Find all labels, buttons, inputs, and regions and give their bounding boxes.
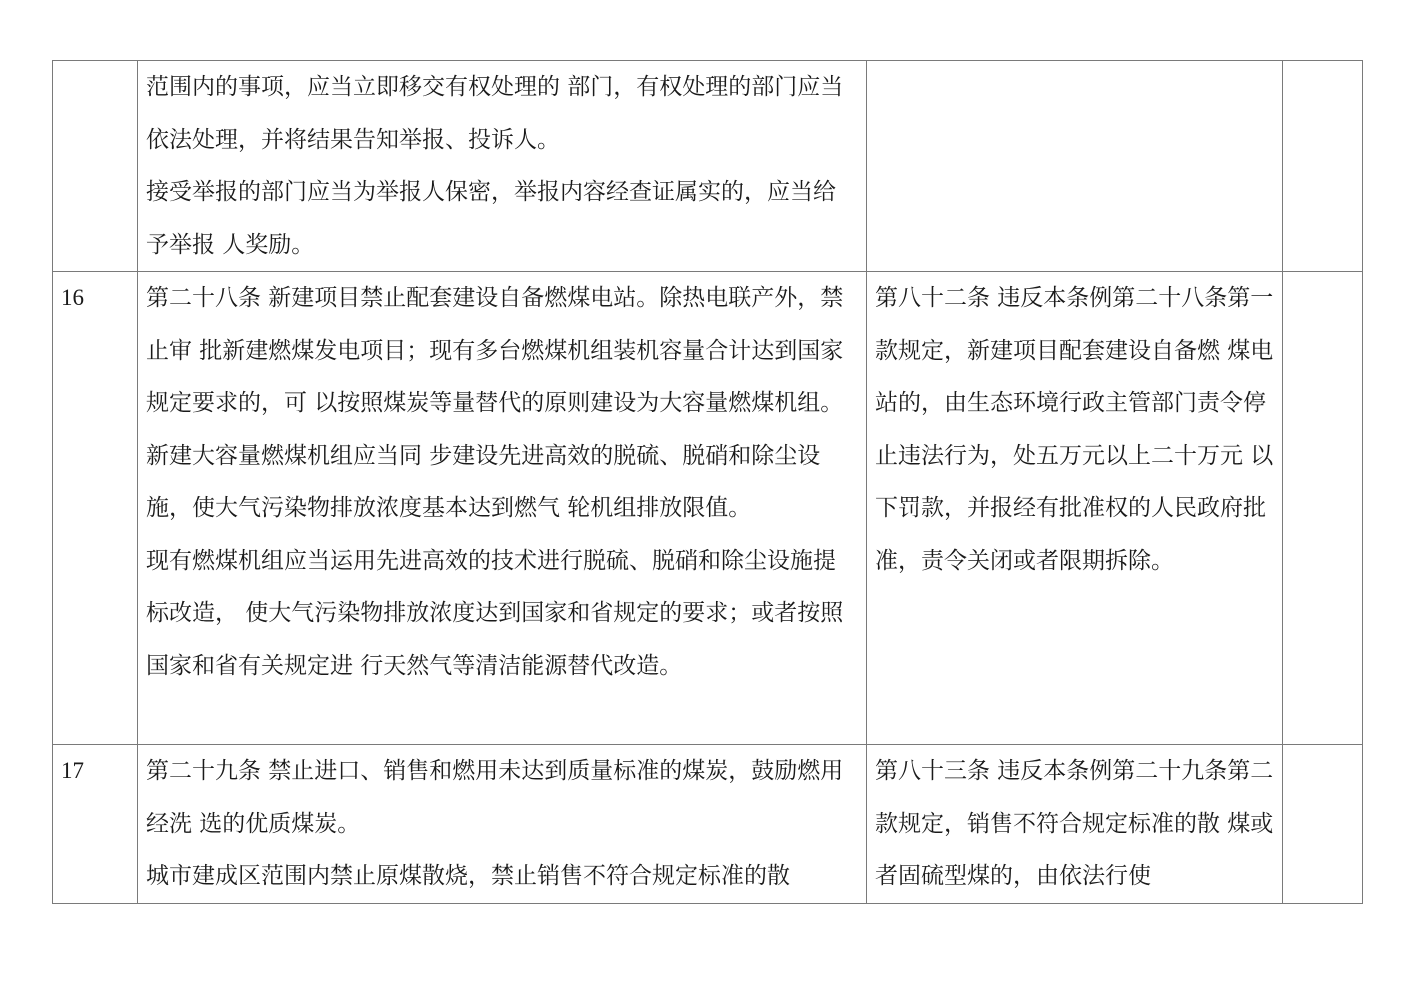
note-cell [1283, 61, 1363, 272]
note-cell [1283, 745, 1363, 904]
table-row [53, 272, 1363, 745]
penalty-cell: 第八十二条 违反本条例第二十八条第一款规定，新建项目配套建设自备燃 煤电站的，由生态环境行政主管部门责令停止违法行为，处五万元以上二十万元 以下罚款，并报经有批准权的人民政府批准，责令关闭或者限期拆除。 [867, 272, 1283, 745]
regulation-comparison-table [52, 60, 1363, 904]
penalty-cell: 第八十三条 违反本条例第二十九条第二款规定，销售不符合规定标准的散 煤或者固硫型煤的，由依法行使 [867, 745, 1283, 904]
clause-paragraph: 现有燃煤机组应当运用先进高效的技术进行脱硫、脱硝和除尘设施提标改造， 使大气污染物排放浓度达到国家和省规定的要求；或者按照国家和省有关规定进 行天然气等清洁能源替代改造。 [146, 547, 844, 679]
clause-paragraph: 第二十九条 禁止进口、销售和燃用未达到质量标准的煤炭，鼓励燃用经洗 选的优质煤炭。 [146, 758, 844, 837]
row-number-cell: 16 [53, 272, 138, 745]
table-row [53, 61, 1363, 272]
clause-paragraph: 接受举报的部门应当为举报人保密，举报内容经查证属实的，应当给予举报 人奖励。 [146, 179, 836, 258]
table-row [53, 745, 1363, 904]
clause-paragraph: 城市建成区范围内禁止原煤散烧，禁止销售不符合规定标准的散 [146, 863, 790, 889]
row-number-cell [53, 61, 138, 272]
clause-cell [138, 272, 867, 745]
penalty-cell [867, 61, 1283, 272]
row-number-cell: 17 [53, 745, 138, 904]
clause-paragraph: 范围内的事项，应当立即移交有权处理的 部门，有权处理的部门应当依法处理，并将结果告知举报、投诉人。 [146, 74, 844, 153]
clause-cell [138, 745, 867, 904]
clause-paragraph: 第二十八条 新建项目禁止配套建设自备燃煤电站。除热电联产外，禁止审 批新建燃煤发电项目；现有多台燃煤机组装机容量合计达到国家规定要求的，可 以按照煤炭等量替代的原则建设为大容量燃煤机组。新建大容量燃煤机组应当同 步建设先进高效的脱硫、脱硝和除尘设施，使大气污染物排放浓度基本达到燃气 轮机组排放限值。 [146, 285, 844, 521]
clause-cell [138, 61, 867, 272]
note-cell [1283, 272, 1363, 745]
